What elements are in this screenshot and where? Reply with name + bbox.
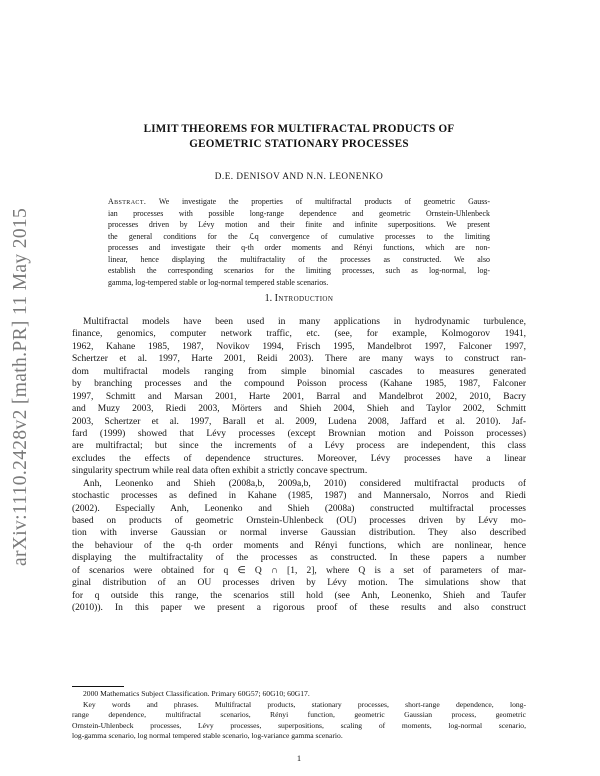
abstract-line: gamma, log-tempered stable or log-normal tempered stable scenarios. [108,277,329,287]
body-line: tion with inverse Gaussian or normal inverse Gaussian distribution. They also described [72,528,526,539]
title-line-2: GEOMETRIC STATIONARY PROCESSES [189,138,409,150]
body-line: singularity spectrum while real data often exhibit a strictly concave spectrum. [72,466,368,477]
introduction-body [72,316,526,615]
body-line: of scenarios were obtained for q ∈ Q ∩ [1, 2], where Q is a set of parameters of mar- [72,565,526,576]
body-line: dom multifractal models ranging from simple binomial cascades to measures generated [72,366,526,377]
body-line: and Muzy 2003, Riedi 2003, Mörters and Shieh 2004, Shieh and Taylor 2002, Schmitt [72,404,526,415]
footnote-keywords-line: Ornstein-Uhlenbeck processes, Lévy processes, superpositions, scaling of moments, log-normal scenario, [72,720,526,730]
page-number: 1 [296,753,302,763]
section-number: 1. [264,293,273,304]
body-line: (2010)). In this paper we present a rigorous proof of these results and also construct [72,603,526,614]
section-heading [72,292,526,305]
abstract-line: Abstract. We investigate the properties of multifractal products of geometric Gauss- [108,197,490,206]
arxiv-identifier-stamp: arXiv:1110.2428v2 [math.PR] 11 May 2015 [10,207,31,566]
body-line: based on products of geometric Ornstein-Uhlenbeck (OU) processes driven by Lévy mo- [72,516,526,526]
body-line: ginal distribution of an OU processes driven by Lévy motion. The simulations show that [72,578,526,589]
abstract-label: Abstract. [108,197,147,206]
footnote-rule [72,686,124,687]
abstract-line: processes driven by Lévy motion and their finite and infinite superpositions. We present [108,220,490,229]
footnote-keywords-line: log-gamma scenario, log normal tempered stable scenario, log-variance gamma scenario. [72,731,343,741]
body-line: (2002). Especially Anh, Leonenko and Shieh (2008a) constructed multifractal processes [72,503,526,514]
body-line: are multifractal; but since the increments of a Lévy process are independent, this class [72,441,526,452]
paper-title [72,122,526,152]
body-line: excludes the effects of dependence structures. Moreover, Lévy processes have a linear [72,453,526,464]
footnote-msc: 2000 Mathematics Subject Classification. Primary 60G57; 60G10; 60G17. [83,689,310,698]
footnote-keywords-line: range dependence, multifractal scenarios, Rényi function, geometric Gaussian process, geometric [72,710,526,720]
body-line: stochastic processes as defined in Kahane (1985, 1987) and Mannersalo, Norros and Riedi [72,491,526,502]
footnotes [72,689,526,742]
abstract-line: ian processes with possible long-range dependence and geometric Ornstein-Uhlenbeck [108,208,490,218]
body-line: Multifractal models have been used in many applications in hydrodynamic turbulence, [83,317,526,327]
body-line: displaying the multifractality of the processes as constructed. In these papers a number [72,553,526,564]
body-line: for q outside this range, the scenarios still hold (see Anh, Leonenko, Shieh and Taufer [72,590,526,601]
footnote-keywords-line: Key words and phrases. Multifractal products, stationary processes, short-range dependence, long- [83,699,526,709]
abstract-line: establish the corresponding scenarios for the limiting processes, such as log-normal, log- [108,266,490,275]
body-line: Anh, Leonenko and Shieh (2008a,b, 2009a,b, 2010) considered multifractal products of [83,478,526,489]
abstract [108,196,490,288]
body-line: finance, genomics, computer network traffic, etc. (see, for example, Kolmogorov 1941, [72,329,526,340]
abstract-line: linear, hence displaying the multifractality of the processes as constructed. We also [108,254,490,264]
paper-authors: D.E. DENISOV AND N.N. LEONENKO [214,171,384,181]
title-line-1: LIMIT THEOREMS FOR MULTIFRACTAL PRODUCTS OF [143,123,455,135]
section-title: Introduction [274,293,334,304]
body-line: Schertzer et al. 1997, Harte 2001, Reidi 2003). There are many ways to construct ran- [72,354,526,365]
body-line: 1962, Kahane 1985, 1987, Novikov 1994, Frisch 1995, Mandelbrot 1997, Falconer 1997, [72,341,526,352]
abstract-line: processes and investigate their q-th order moments and Rényi functions, which are non- [108,243,490,252]
body-line: 2003, Schertzer et al. 1997, Barall et al. 2009, Ludena 2008, Jaffard et al. 2010). Jaf- [72,416,526,427]
body-line: fard (1999) showed that Lévy processes (except Brownian motion and Poisson processes) [72,428,526,439]
abstract-line: the general conditions for the ℒq convergence of cumulative processes to the limiting [108,231,490,241]
body-line: 1997, Schmitt and Marsan 2001, Harte 2001, Barral and Mandelbrot 2002, 2010, Bacry [72,391,526,402]
body-line: by branching processes and the compound Poisson process (Kahane 1985, 1987, Falconer [72,379,526,390]
body-line: the behaviour of the q-th order moments and Rényi functions, which are nonlinear, hence [72,540,526,551]
